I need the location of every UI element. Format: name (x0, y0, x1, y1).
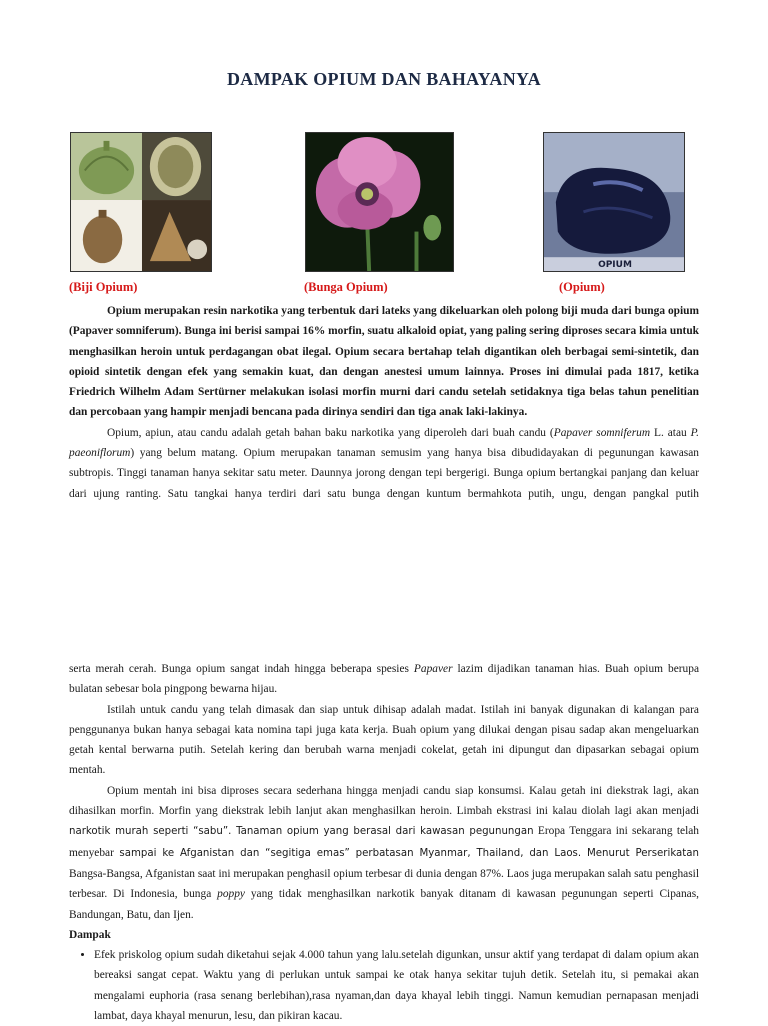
paragraph-processing (69, 781, 699, 925)
paragraph-processing-part1: Opium mentah ini bisa diproses secara sederhana hingga menjadi candu siap konsumsi. Kalau getah ini diekstrak lagi, akan dihasilkan morfin. Morfin yang diekstrak lebih lanjut akan menghasilkan heroin. Limbah ekstrasi ini kalau diolah lagi akan menjadi (69, 784, 699, 818)
paragraph-processing-sans1: narkotik murah seperti “sabu”. Tanaman opium yang berasal dari kawasan pegunungan (69, 826, 534, 838)
papaver-somniferum-term: Papaver somniferum (553, 426, 651, 439)
paragraph-processing-part2: Eropa Tenggara ini sekarang telah menyebar (69, 825, 699, 859)
opium-flower-photo (305, 132, 454, 272)
raw-opium-photo (543, 132, 685, 272)
paragraph-description-part3: ) yang belum matang. Opium merupakan tanaman semusim yang hanya bisa dibudidayakan di pegunungan kawasan subtropis. Tinggi tanaman hanya sekitar satu meter. Daunnya jorong dengan tepi bergerigi. Bunga opium bertangkai panjang dan keluar dari ujung ranting. Satu tangkai hanya terdiri dari satu bunga dengan kuntum bermahkota putih, ungu, dengan pangkal putih (69, 447, 699, 500)
effects-list (69, 945, 699, 1026)
paragraph-description-part1: Opium, apiun, atau candu adalah getah bahan baku narkotika yang diperoleh dari buah candu ( (107, 426, 554, 439)
paragraph-processing-part3: Bangsa-Bangsa, Afganistan saat ini merupakan penghasil opium terbesar di dunia dengan 87%. Laos juga merupakan salah satu penghasil terbesar. Di Indonesia, bunga (69, 867, 699, 901)
upper-text-block (69, 301, 699, 504)
paragraph-continued-part2: lazim dijadikan tanaman hias. Buah opium berupa bulatan sebesar bola pingpong bewarna hijau. (69, 663, 699, 696)
paeoniflorum-term: P. paeoniflorum (69, 426, 700, 460)
paragraph-madat: Istilah untuk candu yang telah dimasak dan siap untuk dihisap adalah madat. Istilah ini banyak digunakan di kalangan para penggunanya bukan hanya sebagai kata nomina tapi juga kata kerja. Buah opium yang dilukai dengan pisau sadap akan mengeluarkan getah kental berwarna putih. Setelah kering dan berubah warna menjadi cokelat, getah ini dipungut dan dipasarkan sebagai opium mentah. (69, 703, 699, 777)
lower-text-block (69, 659, 699, 1026)
paragraph-description-part2: L. atau (650, 426, 691, 439)
paragraph-description-continued (69, 659, 699, 700)
paragraph-continued-part1: serta merah cerah. Bunga opium sangat indah hingga beberapa spesies (69, 663, 414, 675)
list-item: • Efek priskolog opium sudah diketahui sejak 4.000 tahun yang lalu.setelah digunkan, unsur aktif yang terdapat di dalam opium akan bereaksi sangat cepat. Waktu yang di perlukan untuk sampai ke otak hanya sekitar tujuh detik. Setelah itu, si pemakai akan mengalami euphoria (rasa senang berlebihan),rasa nyaman,dan daya khayal lebih tinggi. Namun kemudian pernapasan menjadi lambat, daya khayal menurun, lesu, dan pikiran kacau. (94, 945, 699, 1026)
poppy-term: poppy (217, 888, 245, 901)
paragraph-intro: Opium merupakan resin narkotika yang terbentuk dari lateks yang dikeluarkan oleh polong biji muda dari bunga opium (Papaver somniferum). Bunga ini berisi sampai 16% morfin, suatu alkaloid opiat, yang paling sering diproses secara kimia untuk menghasilkan heroin untuk perdagangan obat ilegal. Opium secara bertahap telah digantikan oleh berbagai semi-sintetik, dan opioid sintetik dengan efek yang semakin kuat, dan dengan anestesi umum lainnya. Proses ini dimulai pada 1817, ketika Friedrich Wilhelm Adam Sertürner melakukan isolasi morfin murni dari candu setelah setidaknya tiga belas tahun penelitian dan percobaan yang hampir menjadi bencana pada dirinya sendiri dan tiga anak laki-lakinya. (69, 305, 699, 419)
section-heading-dampak: Dampak (69, 928, 111, 941)
papaver-term: Papaver (413, 663, 453, 675)
paragraph-processing-sans2: sampai ke Afganistan dan “segitiga emas” perbatasan Myanmar, Thailand, dan Laos. Menurut Perserikatan (119, 847, 699, 859)
opium-seed-pods-photo (70, 132, 212, 272)
caption-opium: (Opium) (559, 280, 605, 294)
opium-label: OPIUM (598, 260, 632, 270)
caption-biji-opium: (Biji Opium) (69, 280, 138, 294)
paragraph-description (69, 423, 699, 504)
page-title: DAMPAK OPIUM DAN BAHAYANYA (227, 69, 541, 89)
paragraph-processing-part4: yang tidak menghasilkan narkotik banyak ditanam di kawasan pegunungan seperti Cipanas, Bandungan, Batu, dan Ijen. (69, 888, 700, 921)
caption-bunga-opium: (Bunga Opium) (304, 280, 388, 294)
